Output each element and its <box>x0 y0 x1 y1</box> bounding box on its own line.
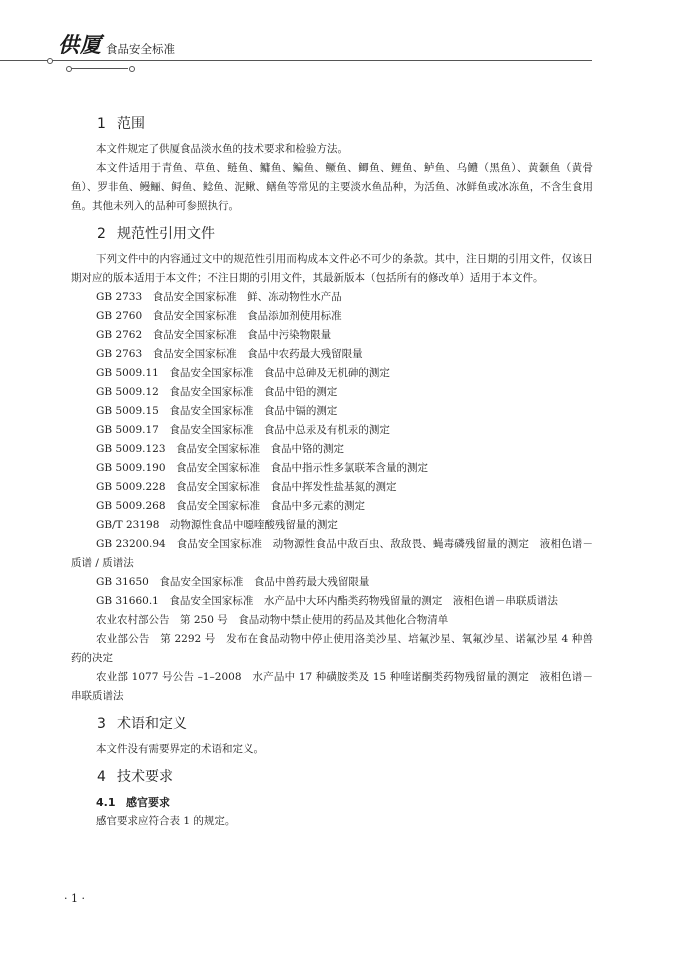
reference-item: GB 5009.12 食品安全国家标准 食品中铅的测定 <box>96 386 338 398</box>
section-title: 术语和定义 <box>117 716 187 732</box>
page-number: · 1 · <box>64 892 85 905</box>
reference-item: GB 23200.94 食品安全国家标准 动物源性食品中敌百虫、敌敌畏、蝇毒磷残留量的测定 液相色谱－质谱 / 质谱法 <box>71 538 593 569</box>
brand-logo-script: 供厦 <box>58 32 102 57</box>
document-body <box>71 112 593 831</box>
section-number: 4 <box>97 769 106 785</box>
paragraph: 感官要求应符合表 1 的规定。 <box>96 815 236 827</box>
section-4-heading <box>71 765 593 789</box>
section-number: 1 <box>97 116 106 132</box>
reference-item: GB 31660.1 食品安全国家标准 水产品中大环内酯类药物残留量的测定 液相色谱－串联质谱法 <box>96 595 558 607</box>
section-number: 3 <box>97 716 106 732</box>
section-title: 技术要求 <box>117 769 173 785</box>
reference-item: GB 5009.268 食品安全国家标准 食品中多元素的测定 <box>96 500 366 512</box>
reference-item: 农业农村部公告 第 250 号 食品动物中禁止使用的药品及其他化合物清单 <box>96 614 449 626</box>
reference-item: GB 5009.17 食品安全国家标准 食品中总汞及有机汞的测定 <box>96 424 390 436</box>
header-title: 食品安全标准 <box>106 42 175 56</box>
header-ornament-dot <box>129 66 135 72</box>
reference-item: 农业部 1077 号公告 –1–2008 水产品中 17 种磺胺类及 15 种喹诺酮类药物残留量的测定 液相色谱－串联质谱法 <box>71 671 593 702</box>
reference-item: GB/T 23198 动物源性食品中噁喹酸残留量的测定 <box>96 519 338 531</box>
paragraph: 本文件没有需要界定的术语和定义。 <box>96 743 264 755</box>
reference-item: GB 2760 食品安全国家标准 食品添加剂使用标准 <box>96 310 342 322</box>
section-title: 规范性引用文件 <box>117 226 215 242</box>
section-2-heading <box>71 222 593 246</box>
section-3-heading <box>71 712 593 736</box>
header-ornament-dot <box>66 66 72 72</box>
page-header <box>0 0 681 80</box>
section-number: 2 <box>97 226 106 242</box>
brand-logo <box>58 34 175 56</box>
paragraph: 下列文件中的内容通过文中的规范性引用而构成本文件必不可少的条款。其中，注日期的引用文件，仅该日期对应的版本适用于本文件；不注日期的引用文件，其最新版本（包括所有的修改单）适用于本文件。 <box>71 253 593 284</box>
reference-item: GB 2763 食品安全国家标准 食品中农药最大残留限量 <box>96 348 363 360</box>
reference-item: GB 2733 食品安全国家标准 鲜、冻动物性水产品 <box>96 291 342 303</box>
subsection-number: 4.1 <box>96 796 116 809</box>
paragraph: 本文件规定了供厦食品淡水鱼的技术要求和检验方法。 <box>96 143 348 155</box>
reference-item: GB 5009.228 食品安全国家标准 食品中挥发性盐基氮的测定 <box>96 481 397 493</box>
header-rule <box>0 60 592 61</box>
reference-item: 农业部公告 第 2292 号 发布在食品动物中停止使用洛美沙星、培氟沙星、氧氟沙星、诺氟沙星 4 种兽药的决定 <box>71 633 593 664</box>
reference-item: GB 31650 食品安全国家标准 食品中兽药最大残留限量 <box>96 576 370 588</box>
reference-item: GB 5009.11 食品安全国家标准 食品中总砷及无机砷的测定 <box>96 367 390 379</box>
subsection-4-1-heading <box>71 793 593 812</box>
reference-item: GB 5009.15 食品安全国家标准 食品中镉的测定 <box>96 405 338 417</box>
section-1-heading <box>71 112 593 136</box>
reference-item: GB 5009.123 食品安全国家标准 食品中铬的测定 <box>96 443 345 455</box>
reference-item: GB 2762 食品安全国家标准 食品中污染物限量 <box>96 329 332 341</box>
header-ornament-dot <box>47 58 53 64</box>
header-rule-short <box>70 68 128 69</box>
subsection-title: 感官要求 <box>126 796 170 809</box>
reference-list <box>71 288 593 706</box>
section-title: 范围 <box>117 116 145 132</box>
reference-item: GB 5009.190 食品安全国家标准 食品中指示性多氯联苯含量的测定 <box>96 462 429 474</box>
paragraph: 本文件适用于青鱼、草鱼、鲢鱼、鳙鱼、鳊鱼、鳜鱼、鲫鱼、鲤鱼、鲈鱼、乌鳢（黑鱼）、黄颡鱼（黄骨鱼）、罗非鱼、鳗鲡、鲟鱼、鲶鱼、泥鳅、鳝鱼等常见的主要淡水鱼品种，为活鱼、冰鲜鱼或冰冻鱼，不含生食用鱼。其他未列入的品种可参照执行。 <box>71 162 593 212</box>
